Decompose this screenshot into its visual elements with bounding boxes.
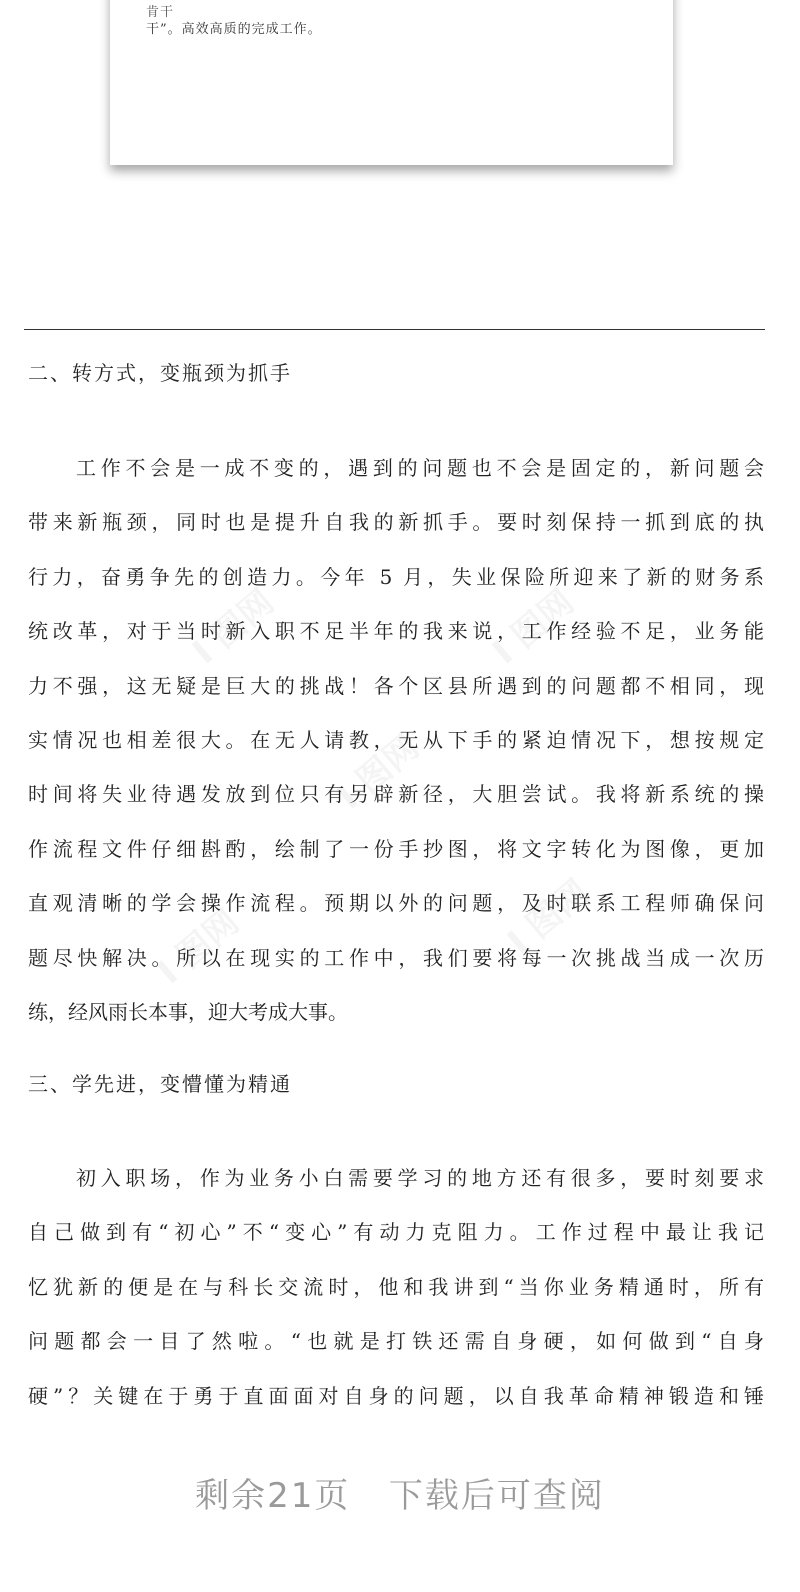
paragraph-line: 时间将失业待遇发放到位只有另辟新径，大胆尝试。我将新系统的操 bbox=[28, 782, 764, 807]
remaining-pages-notice: 剩余21页 下载后可查阅 bbox=[195, 1476, 605, 1516]
paragraph-line: 忆犹新的便是在与科长交流时，他和我讲到“当你业务精通时，所有 bbox=[28, 1274, 764, 1299]
section-2-paragraph bbox=[28, 441, 764, 1039]
watermark-logo: I 图网 bbox=[485, 582, 582, 673]
watermark-logo: I 图网 bbox=[185, 582, 282, 673]
watermark-logo: I 图网 bbox=[150, 902, 247, 993]
watermark-logo: I 图网 bbox=[500, 872, 597, 963]
paragraph-line: 练，经风雨长本事，迎大考成大事。 bbox=[28, 999, 348, 1024]
section-heading-3: 三、学先进，变懵懂为精通 bbox=[28, 1072, 292, 1096]
paragraph-line: 作流程文件仔细斟酌，绘制了一份手抄图，将文字转化为图像，更加 bbox=[28, 836, 764, 861]
page-divider bbox=[24, 329, 765, 330]
paragraph-line: 直观清晰的学会操作流程。预期以外的问题，及时联系工程师确保问 bbox=[28, 891, 764, 916]
paragraph-line: 硬”？关键在于勇于直面面对自身的问题，以自我革命精神锻造和锤 bbox=[28, 1383, 764, 1408]
paragraph-line: 问题都会一目了然啦。“也就是打铁还需自身硬，如何做到“自身 bbox=[28, 1329, 764, 1354]
paragraph-line: 实情况也相差很大。在无人请教，无从下手的紧迫情况下，想按规定 bbox=[28, 727, 764, 752]
paragraph-line: 带来新瓶颈，同时也是提升自我的新抓手。要时刻保持一抓到底的执 bbox=[28, 510, 764, 535]
section-3-paragraph bbox=[28, 1151, 764, 1423]
paragraph-line: 力不强，这无疑是巨大的挑战！各个区县所遇到的问题都不相同，现 bbox=[28, 673, 764, 698]
paragraph-line: 工作不会是一成不变的，遇到的问题也不会是固定的，新问题会 bbox=[76, 456, 764, 480]
paragraph-line: 题尽快解决。所以在现实的工作中，我们要将每一次挑战当成一次历 bbox=[28, 945, 764, 970]
paragraph-line: 初入职场，作为业务小白需要学习的地方还有很多，要时刻要求 bbox=[76, 1166, 764, 1190]
paragraph-line: 自己做到有“初心”不“变心”有动力克阻力。工作过程中最让我记 bbox=[28, 1220, 764, 1245]
section-heading-2: 二、转方式，变瓶颈为抓手 bbox=[28, 361, 292, 385]
watermark-logo: I 图网 bbox=[330, 727, 427, 818]
paragraph-line: 统改革，对于当时新入职不足半年的我来说，工作经验不足，业务能 bbox=[28, 619, 764, 644]
previous-page-card: 肯干 干”。高效高质的完成工作。 bbox=[110, 0, 673, 165]
paragraph-line: 行力，奋勇争先的创造力。今年 5 月，失业保险所迎来了新的财务系 bbox=[28, 564, 764, 589]
previous-page-tail-text: 干”。高效高质的完成工作。 bbox=[146, 22, 322, 37]
